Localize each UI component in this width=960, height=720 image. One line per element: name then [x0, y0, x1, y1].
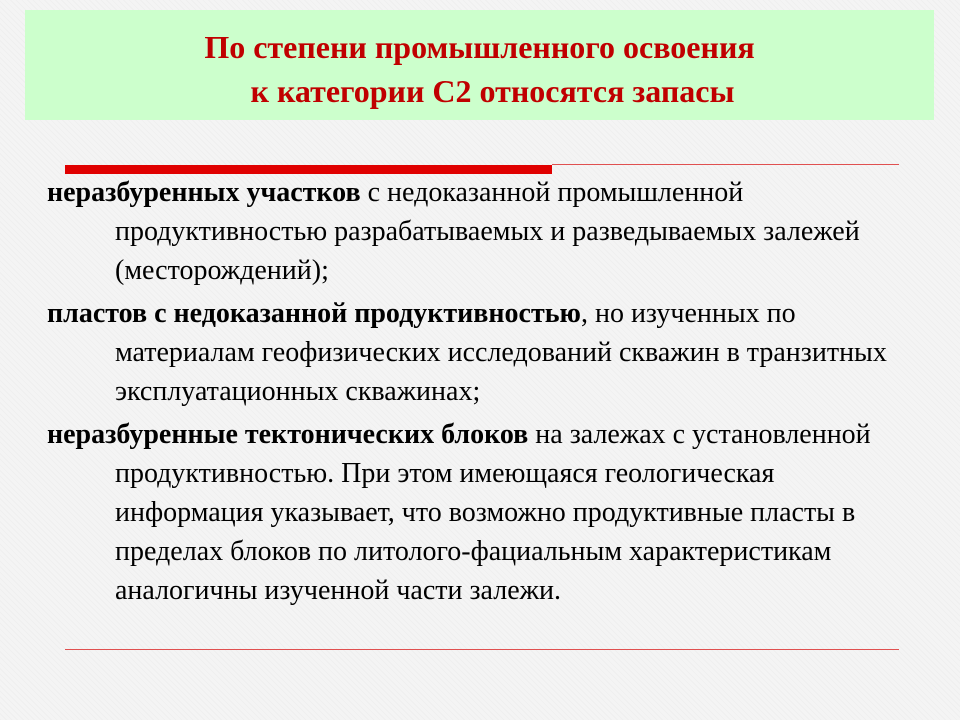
- list-item: [47, 294, 927, 411]
- title-box: [25, 10, 934, 120]
- accent-line-bottom: [65, 649, 899, 650]
- slide-title-line-1: По степени промышленного освоения: [204, 29, 755, 65]
- accent-line-top: [552, 164, 899, 165]
- list-item: [47, 415, 927, 610]
- item-text: с недоказанной промышленной продуктивностью разрабатываемых и разведываемых залежей (месторождений);: [115, 177, 860, 286]
- item-bold-term: неразбуренных участков: [47, 177, 361, 208]
- content-list: [47, 173, 927, 610]
- list-item: [47, 173, 927, 290]
- slide-title-line-2: к категории С2 относятся запасы: [250, 73, 735, 109]
- item-text: на залежах с установленной продуктивностью. При этом имеющаяся геологическая информация указывает, что возможно продуктивные пласты в пределах блоков по литолого-фациальным характеристикам аналогичны изученной части залежи.: [115, 419, 871, 606]
- item-bold-term: неразбуренные тектонических блоков: [47, 419, 529, 450]
- item-bold-term: пластов с недоказанной продуктивностью: [47, 298, 581, 329]
- item-text: , но изученных по материалам геофизических исследований скважин в транзитных эксплуатационных скважинах;: [115, 298, 887, 407]
